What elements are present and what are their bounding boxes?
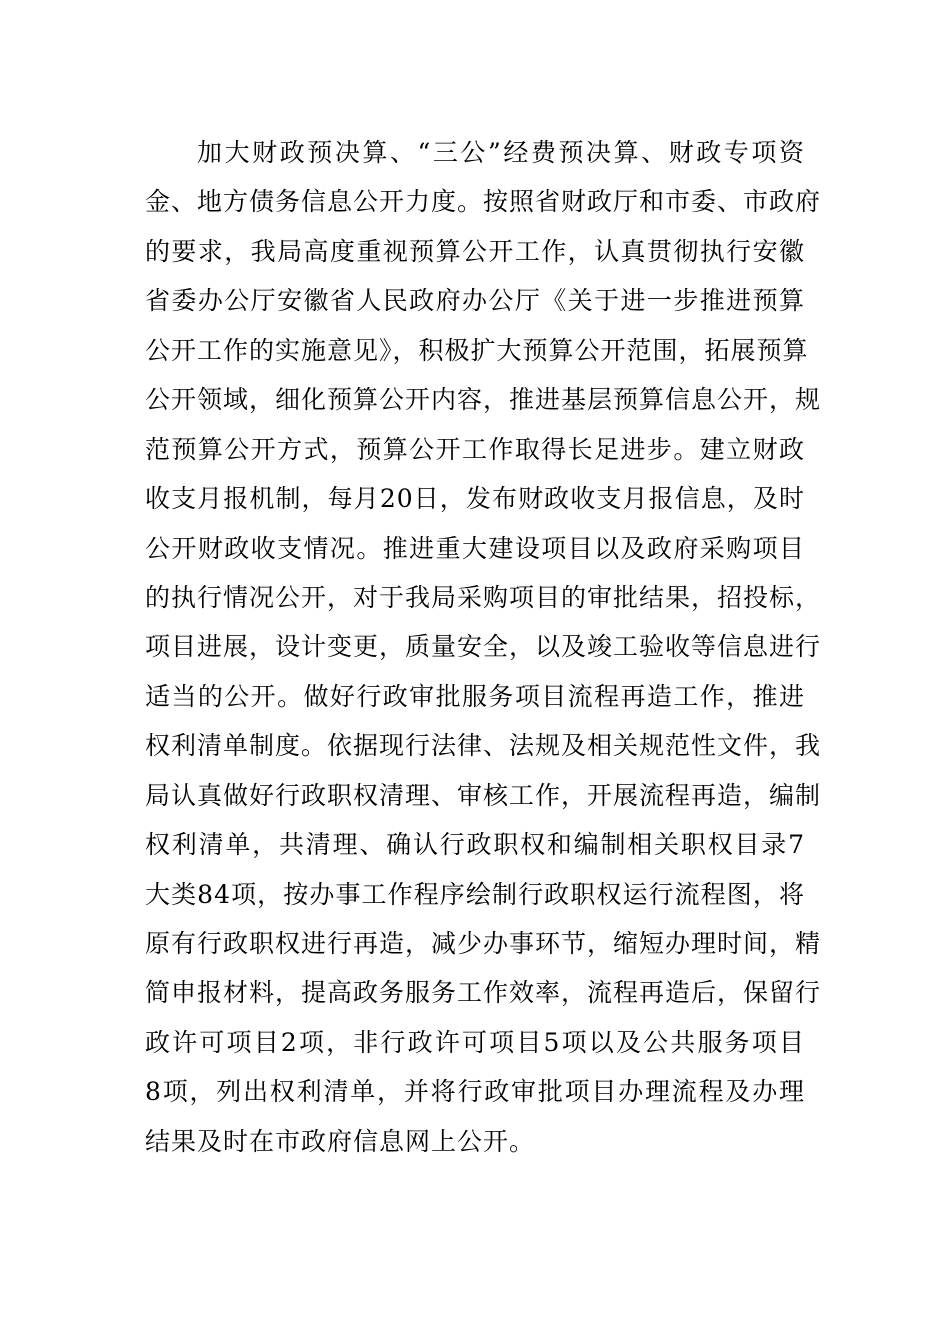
- paragraph-line: 公开财政收支情况。推进重大建设项目以及政府采购项目: [145, 533, 805, 563]
- paragraph-line: 8项，列出权利清单，并将行政审批项目办理流程及办理: [145, 1077, 805, 1107]
- paragraph-line: 范预算公开方式，预算公开工作取得长足进步。建立财政: [145, 434, 805, 464]
- paragraph-line: 公开工作的实施意见》，积极扩大预算公开范围，拓展预算: [145, 335, 809, 365]
- paragraph-line: 公开领域，细化预算公开内容，推进基层预算信息公开，规: [145, 385, 822, 415]
- body-paragraph: [145, 128, 822, 1166]
- paragraph-line: 适当的公开。做好行政审批服务项目流程再造工作，推进: [145, 681, 805, 711]
- paragraph-line: 政许可项目2项，非行政许可项目5项以及公共服务项目: [145, 1027, 805, 1057]
- paragraph-line: 收支月报机制，每月20日，发布财政收支月报信息，及时: [145, 484, 805, 514]
- paragraph-line: 简申报材料，提高政务服务工作效率，流程再造后，保留行: [145, 978, 822, 1008]
- paragraph-line: 大类84项，按办事工作程序绘制行政职权运行流程图，将: [145, 879, 805, 909]
- paragraph-line: 的执行情况公开，对于我局采购项目的审批结果，招投标，: [145, 582, 822, 612]
- paragraph-line: 原有行政职权进行再造，减少办事环节，缩短办理时间，精: [145, 929, 822, 958]
- paragraph-line: 的要求，我局高度重视预算公开工作，认真贯彻执行安徽: [145, 236, 805, 266]
- paragraph-line: 加大财政预决算、“三公”经费预决算、财政专项资: [197, 138, 805, 167]
- paragraph-line: 省委办公厅安徽省人民政府办公厅《关于进一步推进预算: [145, 286, 805, 316]
- paragraph-line: 权利清单，共清理、确认行政职权和编制相关职权目录7: [145, 830, 805, 860]
- paragraph-line: 权利清单制度。依据现行法律、法规及相关规范性文件，我: [145, 731, 822, 761]
- paragraph-line: 项目进展，设计变更，质量安全，以及竣工验收等信息进行: [145, 632, 822, 662]
- paragraph-line: 金、地方债务信息公开力度。按照省财政厅和市委、市政府: [145, 187, 822, 217]
- paragraph-line: 局认真做好行政职权清理、审核工作，开展流程再造，编制: [145, 780, 822, 810]
- paragraph-line: 结果及时在市政府信息网上公开。: [145, 1126, 536, 1156]
